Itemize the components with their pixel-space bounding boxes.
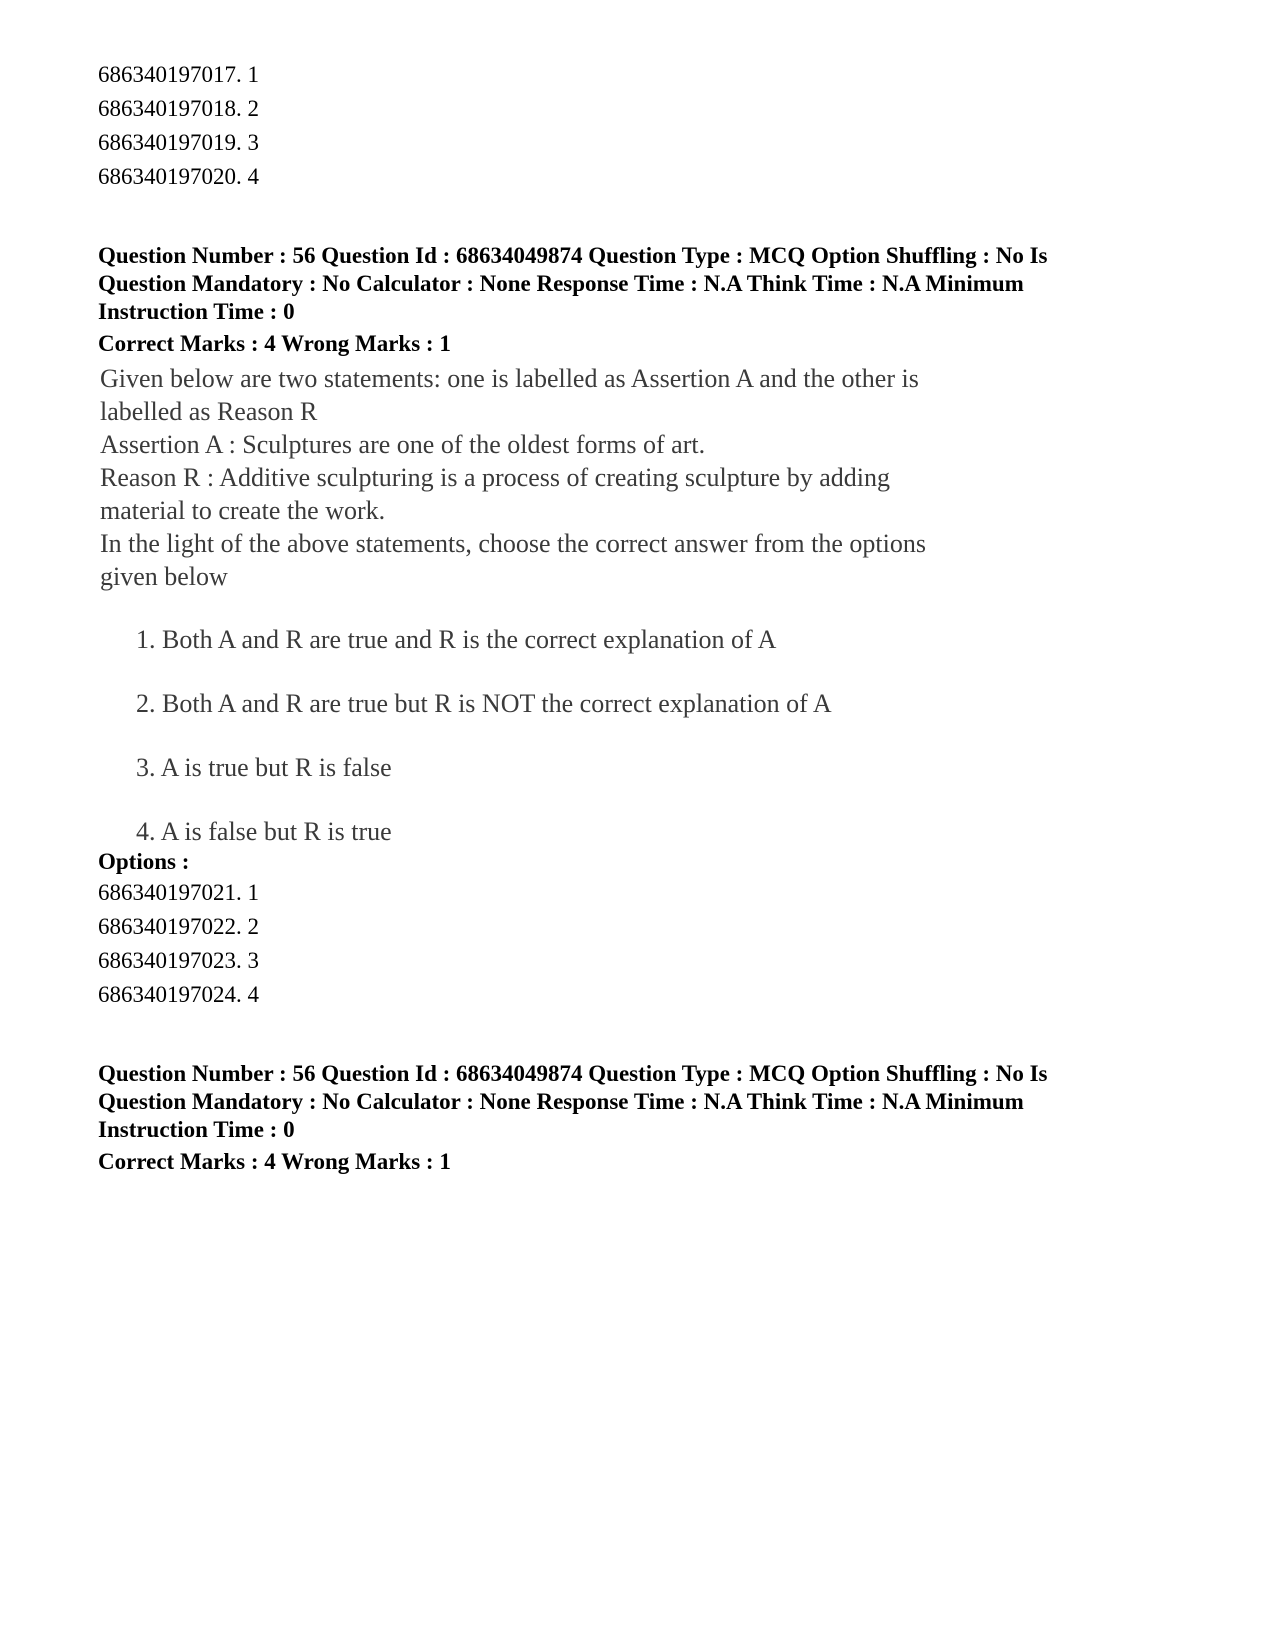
question-stem-line: Given below are two statements: one is labelled as Assertion A and the other is (100, 364, 919, 393)
answer-choice: 2. Both A and R are true but R is NOT the correct explanation of A (136, 689, 832, 718)
option-id: 686340197017. (98, 62, 242, 87)
option-row (98, 978, 259, 1012)
option-id: 686340197023. (98, 948, 242, 973)
option-number: 3 (247, 948, 259, 973)
option-number: 3 (247, 130, 259, 155)
metadata-line: Question Mandatory : No Calculator : None Response Time : N.A Think Time : N.A Minimum (98, 271, 1024, 296)
option-id: 686340197020. (98, 164, 242, 189)
option-row (98, 126, 259, 160)
options-heading: Options : (98, 849, 190, 874)
option-number: 1 (247, 62, 259, 87)
option-row (98, 58, 259, 92)
metadata-line: Question Mandatory : No Calculator : None Response Time : N.A Think Time : N.A Minimum (98, 1089, 1024, 1114)
question-stem-line: given below (100, 562, 228, 591)
option-number: 1 (247, 880, 259, 905)
option-row (98, 944, 259, 978)
previous-options-list (98, 58, 259, 194)
option-row (98, 92, 259, 126)
option-id: 686340197019. (98, 130, 242, 155)
option-id: 686340197024. (98, 982, 242, 1007)
metadata-line: Instruction Time : 0 (98, 299, 295, 324)
metadata-line: Instruction Time : 0 (98, 1117, 295, 1142)
question-metadata (98, 1060, 1178, 1144)
option-id: 686340197021. (98, 880, 242, 905)
question-metadata (98, 242, 1178, 326)
option-id: 686340197018. (98, 96, 242, 121)
answer-choice: 1. Both A and R are true and R is the correct explanation of A (136, 625, 777, 654)
question-marks: Correct Marks : 4 Wrong Marks : 1 (98, 1149, 451, 1174)
option-number: 2 (247, 914, 259, 939)
option-row (98, 910, 259, 944)
option-row (98, 876, 259, 910)
option-number: 4 (247, 982, 259, 1007)
question-stem-line: Reason R : Additive sculpturing is a process of creating sculpture by adding (100, 463, 890, 492)
metadata-line: Question Number : 56 Question Id : 68634049874 Question Type : MCQ Option Shuffling : No Is (98, 243, 1048, 268)
answer-choice: 4. A is false but R is true (136, 817, 392, 846)
question-marks: Correct Marks : 4 Wrong Marks : 1 (98, 331, 451, 356)
option-number: 2 (247, 96, 259, 121)
option-row (98, 160, 259, 194)
question-stem-line: In the light of the above statements, choose the correct answer from the options (100, 529, 926, 558)
answer-choice: 3. A is true but R is false (136, 753, 392, 782)
question-stem-line: labelled as Reason R (100, 397, 318, 426)
question-stem-line: Assertion A : Sculptures are one of the oldest forms of art. (100, 430, 706, 459)
question-body (100, 362, 1000, 879)
metadata-line: Question Number : 56 Question Id : 68634049874 Question Type : MCQ Option Shuffling : No Is (98, 1061, 1048, 1086)
options-list (98, 876, 259, 1012)
option-id: 686340197022. (98, 914, 242, 939)
option-number: 4 (247, 164, 259, 189)
question-stem-line: material to create the work. (100, 496, 386, 525)
answer-choices (100, 623, 1000, 879)
